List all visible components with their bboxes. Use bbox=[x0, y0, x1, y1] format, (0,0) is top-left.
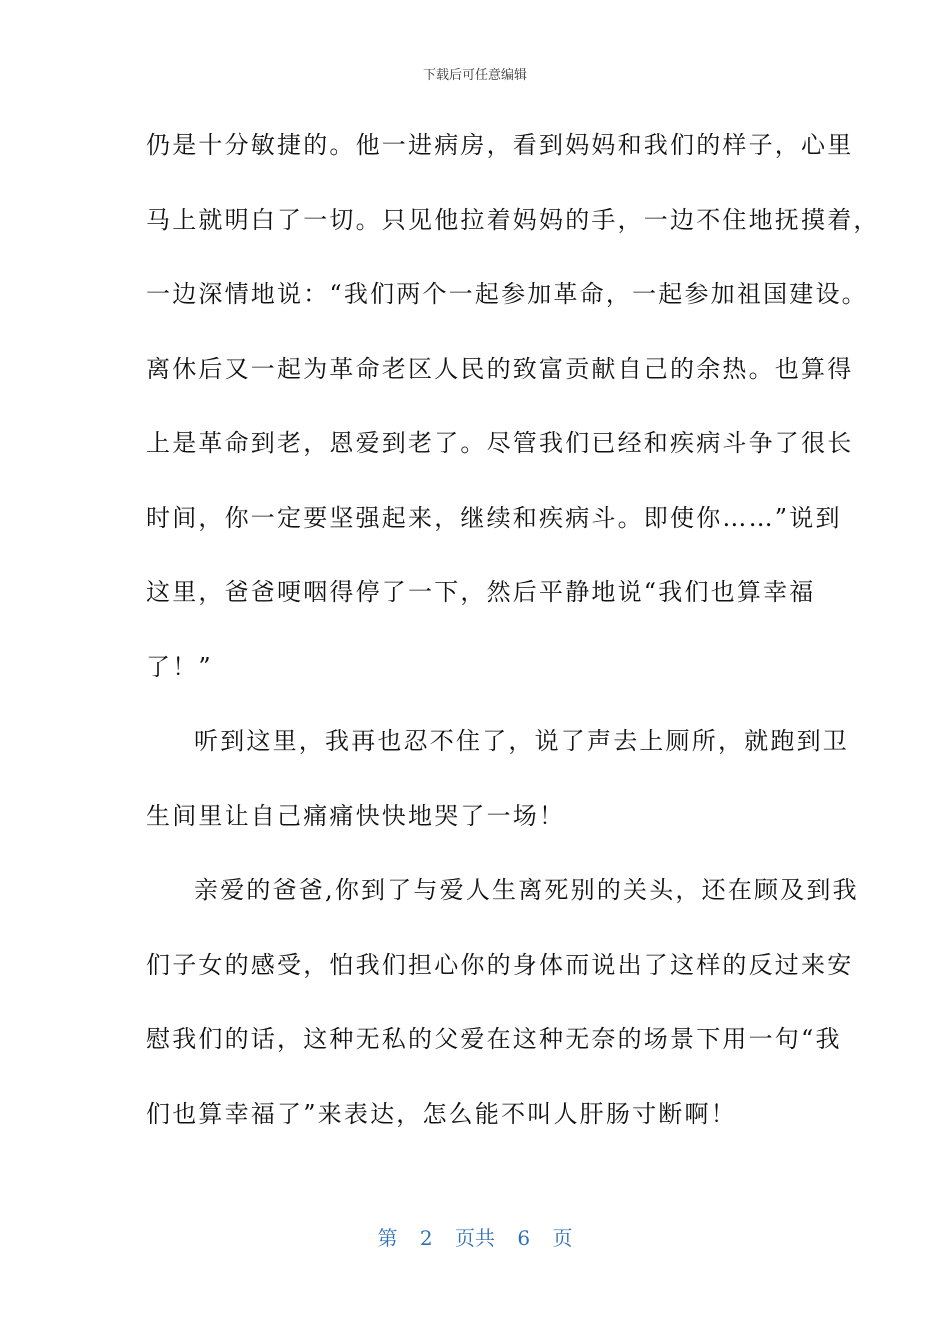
footer-end-label: 页 bbox=[552, 1226, 573, 1250]
footer-current-page: 2 bbox=[419, 1226, 433, 1250]
text-line: 亲爱的爸爸,你到了与爱人生离死别的关头，还在顾及到我 bbox=[194, 876, 859, 904]
text-line: 慰我们的话，这种无私的父爱在这种无奈的场景下用一句“我 bbox=[146, 1025, 842, 1053]
document-body bbox=[146, 112, 880, 1155]
page-footer bbox=[0, 1222, 950, 1251]
page-header-note: 下载后可任意编辑 bbox=[422, 68, 527, 83]
text-line: 生间里让自己痛痛快快地哭了一场！ bbox=[146, 801, 566, 830]
text-line: 离休后又一起为革命老区人民的致富贡献自己的余热。也算得 bbox=[146, 354, 854, 383]
text-line: 上是革命到老，恩爱到老了。尽管我们已经和疾病斗争了很长 bbox=[146, 429, 854, 457]
text-line: 仍是十分敏捷的。他一进病房，看到妈妈和我们的样子，心里 bbox=[146, 131, 854, 159]
text-line: 了！” bbox=[146, 652, 213, 681]
text-line: 们子女的感受，怕我们担心你的身体而说出了这样的反过来安 bbox=[146, 950, 854, 979]
footer-of-label: 页共 bbox=[455, 1226, 495, 1250]
text-line: 时间，你一定要坚强起来，继续和疾病斗。即使你……”说到 bbox=[146, 503, 842, 532]
text-line: 听到这里，我再也忍不住了，说了声去上厕所，就跑到卫 bbox=[194, 727, 849, 755]
footer-page-label: 第 bbox=[377, 1226, 398, 1250]
text-line: 这里，爸爸哽咽得停了一下，然后平静地说“我们也算幸福 bbox=[146, 578, 816, 606]
text-line: 马上就明白了一切。只见他拉着妈妈的手，一边不住地抚摸着， bbox=[146, 205, 880, 234]
text-line: 们也算幸福了”来表达，怎么能不叫人肝肠寸断啊！ bbox=[146, 1099, 737, 1128]
footer-total-pages: 6 bbox=[517, 1226, 531, 1250]
text-line: 一边深情地说：“我们两个一起参加革命，一起参加祖国建设。 bbox=[146, 280, 868, 308]
